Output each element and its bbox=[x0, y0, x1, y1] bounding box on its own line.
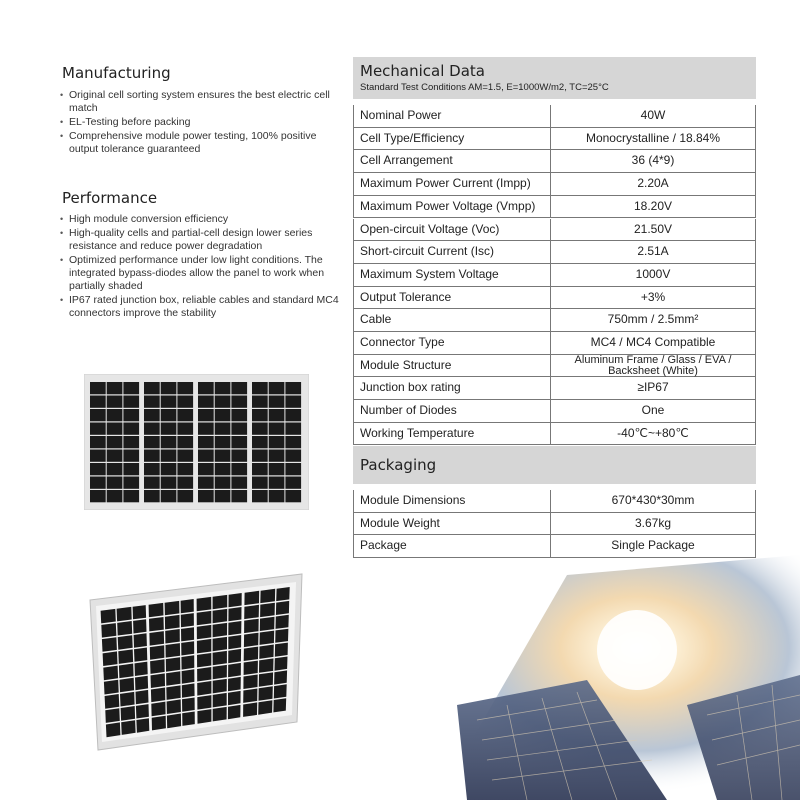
solar-cell bbox=[161, 396, 177, 408]
solar-cell bbox=[215, 450, 231, 462]
solar-cell bbox=[123, 423, 139, 435]
solar-cell bbox=[105, 694, 120, 709]
spec-value: Monocrystalline / 18.84% bbox=[585, 130, 721, 145]
solar-cell bbox=[166, 643, 181, 658]
solar-cell bbox=[252, 409, 268, 421]
solar-cell bbox=[215, 382, 231, 394]
spec-label: Cable bbox=[354, 309, 551, 331]
spec-value: -40℃~+80℃ bbox=[617, 425, 689, 440]
solar-cell bbox=[269, 436, 285, 448]
solar-cell bbox=[215, 477, 231, 489]
spec-row bbox=[353, 423, 756, 446]
solar-cell bbox=[123, 490, 139, 502]
solar-cell bbox=[228, 635, 241, 649]
spec-value: Aluminum Frame / Glass / EVA / Backsheet (White) bbox=[574, 353, 732, 377]
solar-cell bbox=[123, 450, 139, 462]
solar-cell bbox=[123, 382, 139, 394]
solar-cell bbox=[244, 605, 259, 619]
spec-label: Junction box rating bbox=[354, 377, 551, 399]
solar-cell bbox=[213, 651, 227, 665]
solar-cell bbox=[243, 675, 257, 690]
solar-cell bbox=[107, 382, 123, 394]
spec-row bbox=[353, 332, 756, 355]
solar-cell bbox=[136, 718, 149, 733]
spec-value: One bbox=[641, 403, 665, 418]
solar-cell bbox=[252, 396, 268, 408]
spec-value: 2.20A bbox=[637, 176, 669, 191]
solar-cell bbox=[90, 477, 106, 489]
solar-cell bbox=[231, 396, 247, 408]
solar-cell bbox=[252, 450, 268, 462]
spec-label: Maximum Power Current (Impp) bbox=[354, 173, 551, 195]
solar-cell bbox=[151, 688, 165, 703]
solar-cell bbox=[259, 658, 274, 672]
solar-cell bbox=[182, 712, 195, 726]
spec-label: Number of Diodes bbox=[354, 400, 551, 422]
solar-cell bbox=[123, 436, 139, 448]
solar-cell bbox=[231, 409, 247, 421]
spec-value: +3% bbox=[640, 289, 666, 304]
solar-cell bbox=[274, 670, 287, 684]
solar-cell bbox=[231, 477, 247, 489]
solar-cell bbox=[228, 607, 241, 621]
solar-cell bbox=[285, 396, 301, 408]
solar-cell bbox=[181, 627, 194, 641]
solar-cell bbox=[229, 593, 242, 607]
solar-cell bbox=[105, 708, 120, 723]
solar-cell bbox=[197, 667, 211, 682]
solar-cell bbox=[177, 450, 193, 462]
solar-cell bbox=[165, 629, 180, 644]
solar-cell bbox=[259, 645, 274, 659]
solar-cell bbox=[243, 689, 257, 703]
solar-cell bbox=[90, 436, 106, 448]
solar-cell bbox=[106, 722, 121, 737]
solar-cell bbox=[260, 589, 275, 603]
solar-cell bbox=[181, 599, 194, 613]
list-item: • Original cell sorting system ensures the best electric cell match bbox=[60, 89, 345, 115]
solar-cell bbox=[104, 680, 119, 695]
solar-cell bbox=[107, 463, 123, 475]
solar-cell bbox=[274, 684, 287, 698]
solar-cell bbox=[215, 490, 231, 502]
solar-cell bbox=[269, 423, 285, 435]
solar-cell bbox=[198, 477, 214, 489]
solar-cell bbox=[107, 477, 123, 489]
spec-row bbox=[353, 355, 756, 378]
solar-cell bbox=[269, 490, 285, 502]
solar-cell bbox=[177, 463, 193, 475]
solar-cell bbox=[276, 587, 290, 601]
solar-cell bbox=[197, 597, 212, 611]
solar-cell bbox=[144, 409, 160, 421]
spec-value: 18.20V bbox=[633, 198, 673, 213]
solar-cell bbox=[231, 423, 247, 435]
spec-label: Connector Type bbox=[354, 332, 551, 354]
spec-value: 1000V bbox=[635, 266, 671, 281]
solar-cell bbox=[101, 623, 116, 638]
solar-cell bbox=[144, 382, 160, 394]
solar-cell bbox=[269, 477, 285, 489]
solar-cell bbox=[177, 409, 193, 421]
spec-value: 750mm / 2.5mm² bbox=[607, 312, 699, 327]
spec-value: 2.51A bbox=[637, 244, 669, 259]
solar-cell bbox=[213, 707, 227, 722]
solar-cell bbox=[144, 450, 160, 462]
spec-row bbox=[353, 241, 756, 264]
solar-cell bbox=[90, 382, 106, 394]
solar-cell bbox=[231, 436, 247, 448]
solar-cell bbox=[133, 605, 147, 619]
solar-cell bbox=[244, 647, 259, 661]
solar-cell bbox=[136, 690, 149, 704]
solar-cell bbox=[231, 463, 247, 475]
solar-cell bbox=[269, 409, 285, 421]
solar-cell bbox=[285, 436, 301, 448]
solar-cell bbox=[198, 463, 214, 475]
solar-panel-angled-image bbox=[82, 572, 307, 752]
packaging-header bbox=[353, 446, 756, 484]
solar-cell bbox=[285, 409, 301, 421]
solar-cell bbox=[102, 637, 117, 652]
solar-cell bbox=[252, 490, 268, 502]
solar-cell bbox=[182, 669, 195, 683]
solar-cell bbox=[198, 436, 214, 448]
spec-value: 21.50V bbox=[633, 221, 673, 236]
solar-cell bbox=[149, 617, 164, 631]
performance-list bbox=[60, 213, 345, 321]
solar-cell bbox=[120, 678, 135, 693]
solar-cell bbox=[161, 477, 177, 489]
solar-cell bbox=[107, 423, 123, 435]
solar-cell bbox=[252, 423, 268, 435]
spec-label: Module Weight bbox=[354, 513, 551, 535]
list-item: • High module conversion efficiency bbox=[60, 213, 345, 226]
solar-cell bbox=[228, 663, 241, 677]
spec-value: 36 (4*9) bbox=[631, 153, 675, 168]
solar-cell bbox=[121, 720, 135, 735]
solar-cell bbox=[167, 714, 181, 729]
solar-cell bbox=[161, 450, 177, 462]
solar-cell bbox=[269, 463, 285, 475]
spec-row bbox=[353, 150, 756, 173]
spec-row bbox=[353, 400, 756, 423]
solar-cell bbox=[231, 450, 247, 462]
spec-row bbox=[353, 377, 756, 400]
solar-cell bbox=[228, 621, 241, 635]
solar-cell bbox=[197, 611, 212, 625]
solar-cell bbox=[285, 477, 301, 489]
spec-label: Output Tolerance bbox=[354, 287, 551, 309]
solar-cell bbox=[269, 382, 285, 394]
solar-cell bbox=[107, 409, 123, 421]
spec-label: Cell Arrangement bbox=[354, 150, 551, 172]
solar-cell bbox=[101, 609, 116, 624]
solar-cell bbox=[119, 664, 134, 679]
spec-label: Open-circuit Voltage (Voc) bbox=[354, 219, 551, 241]
solar-cell bbox=[165, 615, 180, 630]
solar-cell bbox=[182, 698, 195, 712]
spec-value: 40W bbox=[640, 108, 666, 122]
solar-cell bbox=[213, 637, 227, 651]
manufacturing-list bbox=[60, 89, 345, 157]
solar-cell bbox=[252, 382, 268, 394]
solar-cell bbox=[177, 490, 193, 502]
solar-cell bbox=[149, 631, 164, 646]
spec-row bbox=[353, 490, 756, 513]
solar-cell bbox=[90, 450, 106, 462]
solar-cell bbox=[260, 617, 275, 631]
spec-label: Cell Type/Efficiency bbox=[354, 128, 551, 150]
solar-cell bbox=[117, 621, 132, 636]
mechanical-subtitle: Standard Test Conditions AM=1.5, E=1000W/m2, TC=25°C bbox=[360, 82, 609, 93]
solar-cell bbox=[252, 463, 268, 475]
solar-cell bbox=[144, 423, 160, 435]
solar-cell bbox=[197, 639, 211, 654]
solar-cell bbox=[285, 382, 301, 394]
solar-cell bbox=[166, 685, 180, 700]
spec-row bbox=[353, 128, 756, 151]
solar-cell bbox=[244, 633, 259, 647]
spec-label: Working Temperature bbox=[354, 423, 551, 445]
solar-cell bbox=[103, 666, 118, 681]
solar-cell bbox=[117, 607, 132, 622]
solar-cell bbox=[285, 450, 301, 462]
solar-cell bbox=[136, 704, 149, 718]
solar-cell bbox=[276, 601, 289, 615]
solar-cell bbox=[275, 629, 288, 643]
solar-cell bbox=[198, 423, 214, 435]
spec-value: Single Package bbox=[611, 538, 695, 553]
solar-cell bbox=[166, 671, 180, 686]
solar-cell bbox=[213, 693, 227, 708]
sunlight-panels-photo bbox=[437, 555, 800, 800]
solar-cell bbox=[151, 673, 166, 688]
solar-cell bbox=[90, 423, 106, 435]
solar-cell bbox=[244, 661, 258, 675]
solar-cell bbox=[118, 635, 133, 650]
solar-cell bbox=[285, 463, 301, 475]
spec-value: ≥IP67 bbox=[637, 380, 669, 395]
solar-cell bbox=[285, 423, 301, 435]
solar-cell bbox=[252, 477, 268, 489]
solar-cell bbox=[213, 679, 227, 694]
solar-cell bbox=[103, 651, 118, 666]
solar-cell bbox=[144, 477, 160, 489]
solar-cell bbox=[260, 631, 275, 645]
spec-value: 670*430*30mm bbox=[611, 493, 695, 507]
solar-cell bbox=[275, 643, 288, 657]
spec-value: 3.67kg bbox=[634, 515, 672, 530]
solar-cell bbox=[150, 645, 165, 660]
solar-cell bbox=[244, 619, 259, 633]
solar-cell bbox=[177, 436, 193, 448]
spec-label: Module Dimensions bbox=[354, 490, 551, 512]
solar-cell bbox=[213, 623, 228, 637]
solar-cell bbox=[215, 436, 231, 448]
manufacturing-title: Manufacturing bbox=[62, 64, 171, 82]
list-item: • IP67 rated junction box, reliable cables and standard MC4 connectors improve the stability bbox=[60, 294, 345, 320]
solar-cell bbox=[144, 396, 160, 408]
spec-label: Nominal Power bbox=[354, 105, 551, 127]
solar-cell bbox=[228, 705, 241, 719]
solar-cell bbox=[123, 477, 139, 489]
spec-row bbox=[353, 196, 756, 219]
solar-cell bbox=[107, 396, 123, 408]
solar-cell bbox=[90, 396, 106, 408]
spec-row bbox=[353, 105, 756, 128]
solar-cell bbox=[231, 382, 247, 394]
spec-row bbox=[353, 219, 756, 242]
solar-cell bbox=[177, 477, 193, 489]
spec-label: Maximum Power Voltage (Vmpp) bbox=[354, 196, 551, 218]
solar-cell bbox=[228, 691, 241, 705]
solar-cell bbox=[90, 409, 106, 421]
packaging-title: Packaging bbox=[360, 456, 437, 474]
solar-cell bbox=[258, 700, 272, 715]
spec-row bbox=[353, 309, 756, 332]
solar-cell bbox=[118, 649, 133, 664]
solar-cell bbox=[144, 436, 160, 448]
solar-cell bbox=[161, 490, 177, 502]
solar-cell bbox=[215, 463, 231, 475]
solar-cell bbox=[181, 641, 194, 655]
list-item: • EL-Testing before packing bbox=[60, 116, 345, 129]
solar-cell bbox=[243, 702, 257, 717]
list-item: • High-quality cells and partial-cell design lower series resistance and reduce power degradation bbox=[60, 227, 345, 253]
solar-cell bbox=[260, 603, 275, 617]
spec-value: MC4 / MC4 Compatible bbox=[590, 335, 716, 349]
solar-cell bbox=[197, 695, 211, 710]
solar-cell bbox=[161, 423, 177, 435]
solar-cell bbox=[123, 463, 139, 475]
solar-cell bbox=[144, 490, 160, 502]
solar-cell bbox=[107, 490, 123, 502]
solar-cell bbox=[177, 423, 193, 435]
solar-cell bbox=[165, 601, 180, 615]
solar-cell bbox=[161, 382, 177, 394]
solar-cell bbox=[150, 659, 165, 674]
list-item: • Comprehensive module power testing, 100% positive output tolerance guaranteed bbox=[60, 130, 345, 156]
solar-cell bbox=[123, 396, 139, 408]
solar-cell bbox=[197, 709, 211, 724]
solar-cell bbox=[182, 683, 195, 697]
solar-cell bbox=[228, 649, 241, 663]
solar-panel-front-image bbox=[84, 374, 309, 510]
solar-cell bbox=[134, 633, 147, 647]
solar-cell bbox=[197, 625, 212, 639]
spec-label: Maximum System Voltage bbox=[354, 264, 551, 286]
solar-cell bbox=[149, 603, 164, 617]
spec-row bbox=[353, 173, 756, 196]
solar-cell bbox=[198, 382, 214, 394]
spec-label: Package bbox=[354, 535, 551, 557]
solar-cell bbox=[215, 396, 231, 408]
solar-cell bbox=[228, 677, 241, 691]
solar-cell bbox=[273, 698, 286, 712]
solar-cell bbox=[213, 609, 228, 623]
solar-cell bbox=[244, 591, 259, 605]
solar-cell bbox=[198, 490, 214, 502]
solar-cell bbox=[197, 681, 211, 696]
solar-cell bbox=[90, 463, 106, 475]
solar-cell bbox=[215, 423, 231, 435]
spec-label: Short-circuit Current (Isc) bbox=[354, 241, 551, 263]
solar-cell bbox=[151, 702, 165, 717]
solar-cell bbox=[120, 692, 135, 707]
solar-cell bbox=[215, 409, 231, 421]
solar-cell bbox=[181, 655, 194, 669]
solar-cell bbox=[135, 662, 148, 676]
solar-cell bbox=[161, 436, 177, 448]
solar-cell bbox=[166, 657, 181, 672]
solar-cell bbox=[198, 396, 214, 408]
solar-cell bbox=[107, 436, 123, 448]
solar-cell bbox=[133, 619, 146, 633]
solar-cell bbox=[144, 463, 160, 475]
solar-cell bbox=[152, 716, 166, 731]
spec-label: Module Structure bbox=[354, 355, 551, 377]
solar-cell bbox=[285, 490, 301, 502]
solar-cell bbox=[275, 657, 288, 671]
solar-cell bbox=[167, 699, 181, 714]
mechanical-header bbox=[353, 57, 756, 99]
solar-cell bbox=[197, 653, 211, 667]
solar-cell bbox=[177, 382, 193, 394]
spec-row bbox=[353, 287, 756, 310]
spec-row bbox=[353, 513, 756, 536]
solar-cell bbox=[135, 676, 148, 690]
solar-cell bbox=[161, 409, 177, 421]
solar-cell bbox=[231, 490, 247, 502]
solar-cell bbox=[269, 450, 285, 462]
solar-cell bbox=[107, 450, 123, 462]
solar-cell bbox=[259, 686, 273, 700]
solar-cell bbox=[161, 463, 177, 475]
spec-row bbox=[353, 264, 756, 287]
solar-cell bbox=[177, 396, 193, 408]
solar-cell bbox=[269, 396, 285, 408]
solar-cell bbox=[123, 409, 139, 421]
solar-cell bbox=[252, 436, 268, 448]
solar-cell bbox=[134, 648, 147, 662]
solar-cell bbox=[198, 450, 214, 462]
list-item: • Optimized performance under low light conditions. The integrated bypass-diodes allow the panel to work when partially shaded bbox=[60, 254, 345, 293]
solar-cell bbox=[276, 615, 289, 629]
solar-cell bbox=[213, 595, 228, 609]
solar-cell bbox=[213, 665, 227, 679]
performance-title: Performance bbox=[62, 189, 158, 207]
solar-cell bbox=[198, 409, 214, 421]
solar-cell bbox=[90, 490, 106, 502]
solar-cell bbox=[181, 613, 194, 627]
mechanical-title: Mechanical Data bbox=[360, 62, 485, 80]
solar-cell bbox=[259, 672, 273, 686]
solar-cell bbox=[121, 706, 136, 721]
